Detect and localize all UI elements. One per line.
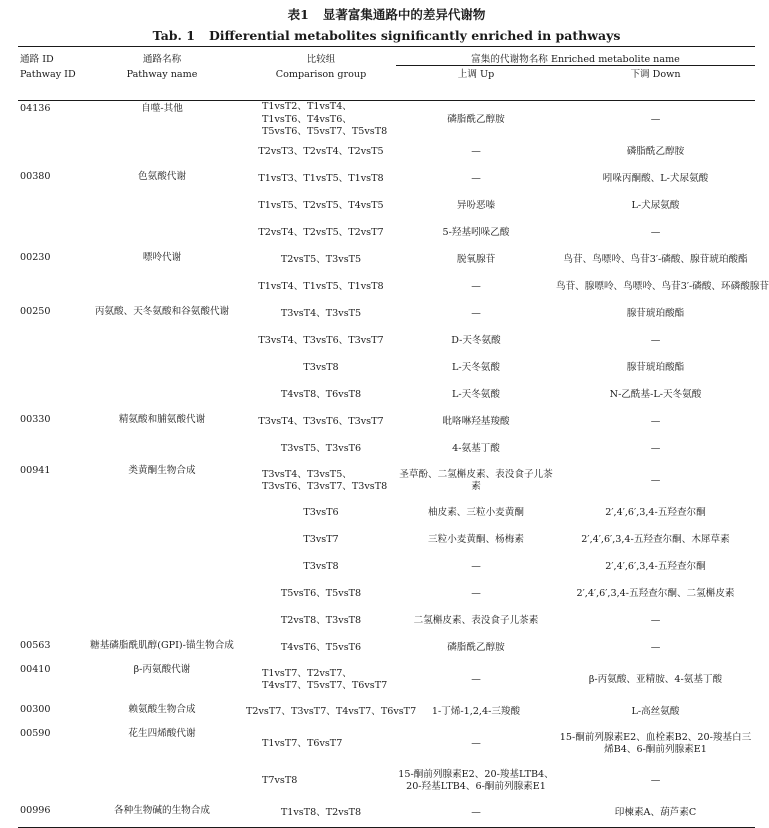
row-comparison-group: T1vsT8、T2vsT8 [246, 800, 396, 828]
row-pathway-name: 丙氨酸、天冬氨酸和谷氨酸代谢 [94, 305, 230, 317]
row-up-metabolites: — [471, 146, 481, 158]
row-comparison-group: T2vsT5、T3vsT5 [280, 254, 362, 266]
table-row [18, 436, 755, 463]
row-comparison-group: T7vsT8 [262, 774, 298, 786]
table-row [18, 166, 755, 193]
row-comparison-group: T1vsT7、T6vsT7 [262, 737, 343, 749]
row-down-metabolites: 腺苷琥珀酸酯 [626, 308, 685, 320]
row-down-metabolites: — [650, 615, 661, 627]
table-row [18, 139, 755, 166]
row-pathway-id: 00330 [20, 413, 51, 425]
row-pathway-id: 00410 [20, 663, 51, 675]
row-up-metabolites: 1-丁烯-1,2,4-三羧酸 [431, 706, 521, 718]
row-up-metabolites: 异吩恶嗪 [456, 200, 496, 212]
table-row [18, 274, 755, 301]
row-down-metabolites: L-犬尿氨酸 [631, 200, 680, 212]
header-enriched: 富集的代谢物名称 Enriched metabolite name [396, 47, 755, 66]
row-pathway-id [18, 500, 78, 527]
row-up-metabolites: 磷脂酰乙醇胺 [447, 642, 505, 654]
table-row [18, 554, 755, 581]
row-up-metabolites: — [471, 173, 481, 185]
row-down-metabolites: — [650, 642, 661, 654]
row-up-metabolites: 5-羟基吲哚乙酸 [442, 227, 510, 239]
row-pathway-name: 花生四烯酸代谢 [128, 727, 196, 739]
row-up-metabolites: 三粒小麦黄酮、杨梅素 [428, 534, 524, 546]
caption-number-en: Tab. 1 [152, 28, 195, 43]
row-comparison-group: T2vsT3、T2vsT4、T2vsT5 [258, 146, 384, 158]
row-pathway-id: 04136 [20, 103, 51, 114]
row-pathway-name: 精氨酸和脯氨酸代谢 [118, 413, 206, 425]
row-pathway-id: 00563 [20, 639, 51, 651]
table-row [18, 662, 755, 699]
row-pathway-name: 赖氨酸生物合成 [128, 703, 196, 715]
row-pathway-id: 00250 [20, 305, 51, 317]
row-pathway-name: 各种生物碱的生物合成 [78, 800, 246, 828]
row-down-metabolites: 吲哚丙酮酸、L-犬尿氨酸 [602, 173, 709, 185]
table-row [18, 800, 755, 828]
table-row [18, 635, 755, 662]
row-pathway-name [78, 527, 246, 554]
row-pathway-name [78, 763, 246, 800]
table-row [18, 763, 755, 800]
row-up-metabolites: 二氢槲皮素、表没食子儿茶素 [413, 615, 539, 627]
row-up-metabolites: — [471, 588, 481, 600]
table-row [18, 193, 755, 220]
row-down-metabolites: — [650, 443, 661, 455]
metabolite-table [18, 46, 769, 828]
row-down-metabolites: 2′,4′,6′,3,4-五羟查尔酮 [605, 507, 706, 519]
row-pathway-id: 00941 [20, 464, 51, 476]
row-pathway-id [18, 139, 78, 166]
row-pathway-name: 嘌呤代谢 [142, 251, 182, 263]
table-header [18, 47, 755, 101]
row-pathway-id: 00590 [20, 727, 51, 739]
header-rule [18, 84, 755, 101]
row-comparison-group: T4vsT6、T5vsT6 [280, 642, 362, 654]
header-id-en: Pathway ID [20, 69, 76, 80]
row-down-metabolites: — [650, 113, 661, 125]
row-down-metabolites: — [650, 474, 661, 486]
row-up-metabolites: — [471, 737, 481, 749]
row-pathway-id [18, 355, 78, 382]
caption-title-zh: 显著富集通路中的差异代谢物 [322, 7, 486, 22]
row-pathway-name [78, 355, 246, 382]
row-comparison-group: T3vsT4、T3vsT5、T3vsT6、T3vsT7、T3vsT8 [262, 468, 388, 492]
row-comparison-group: T1vsT4、T1vsT5、T1vsT8 [258, 281, 384, 293]
row-comparison-group: T2vsT4、T2vsT5、T2vsT7 [258, 227, 384, 239]
table-row [18, 500, 755, 527]
row-up-metabolites: — [471, 561, 481, 573]
row-comparison-group: T3vsT7 [303, 534, 339, 546]
header-name-zh: 通路名称 [78, 47, 246, 66]
row-down-metabolites: 鸟苷、腺嘌呤、鸟嘌呤、鸟苷3′-磷酸、环磷酸腺苷 [556, 281, 769, 293]
table-row [18, 409, 755, 436]
row-down-metabolites: — [650, 774, 661, 786]
table-row [18, 247, 755, 274]
row-pathway-name [78, 554, 246, 581]
row-pathway-name [78, 581, 246, 608]
row-comparison-group: T1vsT7、T2vsT7、T4vsT7、T5vsT7、T6vsT7 [262, 667, 388, 691]
table-row [18, 527, 755, 554]
row-pathway-name: 色氨酸代谢 [138, 170, 186, 182]
row-comparison-group: T3vsT5、T3vsT6 [280, 443, 362, 455]
row-up-metabolites: 脱氧腺苷 [456, 254, 496, 266]
header-down: 下调 Down [630, 69, 681, 81]
row-pathway-name [78, 436, 246, 463]
row-comparison-group: T3vsT4、T3vsT6、T3vsT7 [258, 416, 384, 428]
table-body [18, 101, 769, 828]
row-pathway-id [18, 220, 78, 247]
table-row [18, 355, 755, 382]
row-comparison-group: T3vsT4、T3vsT6、T3vsT7 [258, 335, 384, 347]
header-up: 上调 Up [457, 69, 495, 81]
row-pathway-name: 糖基磷脂酰肌醇(GPI)-锚生物合成 [90, 639, 234, 651]
row-comparison-group: T5vsT6、T5vsT8 [280, 588, 362, 600]
row-up-metabolites: — [471, 673, 481, 685]
table-row [18, 608, 755, 635]
row-up-metabolites: 4-氨基丁酸 [452, 443, 500, 455]
row-pathway-id [18, 581, 78, 608]
row-pathway-name: 类黄酮生物合成 [128, 464, 196, 476]
row-down-metabolites: — [650, 416, 661, 428]
row-pathway-name [78, 500, 246, 527]
row-down-metabolites: 2′,4′,6′,3,4-五羟查尔酮、二氢槲皮素 [576, 588, 735, 600]
row-pathway-id [18, 328, 78, 355]
header-cmp-en: Comparison group [275, 69, 367, 80]
row-pathway-id [18, 554, 78, 581]
row-down-metabolites: 15-酮前列腺素E2、血栓素B2、20-羧基白三烯B4、6-酮前列腺素E1 [559, 731, 752, 755]
row-comparison-group: T2vsT7、T3vsT7、T4vsT7、T6vsT7 [246, 706, 417, 718]
table-row [18, 581, 755, 608]
row-pathway-id [18, 274, 78, 301]
row-down-metabolites: β-丙氨酸、亚精胺、4-氨基丁酸 [588, 673, 723, 685]
row-pathway-name [78, 220, 246, 247]
row-pathway-name [78, 274, 246, 301]
row-up-metabolites: — [471, 281, 481, 293]
row-down-metabolites: L-高丝氨酸 [631, 706, 680, 718]
row-pathway-name [78, 382, 246, 409]
row-pathway-id: 00300 [20, 703, 51, 715]
table-caption-en [18, 25, 755, 46]
row-pathway-id [18, 382, 78, 409]
row-pathway-id [18, 527, 78, 554]
caption-number-zh: 表1 [287, 7, 309, 22]
row-up-metabolites: — [396, 800, 556, 828]
row-down-metabolites: 2′,4′,6′,3,4-五羟查尔酮 [605, 561, 706, 573]
header-name-en: Pathway name [126, 69, 198, 80]
row-pathway-id [18, 763, 78, 800]
row-comparison-group: T2vsT8、T3vsT8 [280, 615, 362, 627]
row-up-metabolites: D-天冬氨酸 [451, 335, 501, 347]
row-comparison-group: T1vsT3、T1vsT5、T1vsT8 [258, 173, 384, 185]
table-row [18, 726, 755, 763]
row-pathway-name: 自噬-其他 [141, 103, 183, 114]
table-row [18, 220, 755, 247]
row-pathway-id: 00380 [20, 170, 51, 182]
row-pathway-name [78, 139, 246, 166]
row-pathway-id: 00996 [18, 800, 78, 828]
row-up-metabolites: 15-酮前列腺素E2、20-羧基LTB4、20-羟基LTB4、6-酮前列腺素E1 [398, 768, 554, 792]
table-row [18, 463, 755, 500]
caption-title-en: Differential metabolites significantly enriched in pathways [208, 28, 621, 43]
row-down-metabolites: — [650, 227, 661, 239]
row-up-metabolites: L-天冬氨酸 [452, 389, 500, 401]
table-row [18, 328, 755, 355]
row-comparison-group: T4vsT8、T6vsT8 [280, 389, 362, 401]
row-comparison-group: T3vsT8 [303, 362, 339, 374]
row-up-metabolites: 吡咯啉羟基羧酸 [442, 416, 510, 428]
row-comparison-group: T3vsT6 [303, 507, 339, 519]
row-pathway-id [18, 193, 78, 220]
row-up-metabolites: 圣草酚、二氢槲皮素、表没食子儿茶素 [399, 468, 553, 492]
row-comparison-group: T3vsT8 [303, 561, 339, 573]
row-pathway-id: 00230 [20, 251, 51, 263]
row-up-metabolites: — [471, 308, 481, 320]
row-down-metabolites: 2′,4′,6′,3,4-五羟查尔酮、木犀草素 [581, 534, 730, 546]
row-down-metabolites: 印楝素A、葫芦素C [556, 800, 755, 828]
table-row [18, 382, 755, 409]
row-up-metabolites: 柚皮素、三粒小麦黄酮 [428, 507, 524, 519]
row-down-metabolites: N-乙酰基-L-天冬氨酸 [609, 389, 702, 401]
row-down-metabolites: — [650, 335, 661, 347]
row-down-metabolites: 磷脂酰乙醇胺 [626, 146, 685, 158]
row-pathway-id [18, 436, 78, 463]
header-cmp-zh: 比较组 [246, 47, 396, 66]
table-row [18, 301, 755, 328]
row-comparison-group: T1vsT2、T1vsT4、T1vsT6、T4vsT6、T5vsT6、T5vsT7、T5vsT8 [262, 101, 388, 137]
row-up-metabolites: L-天冬氨酸 [452, 362, 500, 374]
row-up-metabolites: 磷脂酰乙醇胺 [447, 113, 505, 125]
row-comparison-group: T1vsT5、T2vsT5、T4vsT5 [258, 200, 384, 212]
row-pathway-name: β-丙氨酸代谢 [133, 663, 191, 675]
row-pathway-name [78, 193, 246, 220]
row-comparison-group: T3vsT4、T3vsT5 [280, 308, 362, 320]
header-id-zh: 通路 ID [18, 47, 78, 66]
row-down-metabolites: 腺苷琥珀酸酯 [626, 362, 685, 374]
table-caption-zh [18, 4, 755, 25]
row-pathway-id [18, 608, 78, 635]
row-pathway-name [78, 608, 246, 635]
row-down-metabolites: 鸟苷、鸟嘌呤、鸟苷3′-磷酸、腺苷琥珀酸酯 [563, 254, 748, 266]
table-row [18, 699, 755, 726]
table-row [18, 101, 755, 139]
row-pathway-name [78, 328, 246, 355]
